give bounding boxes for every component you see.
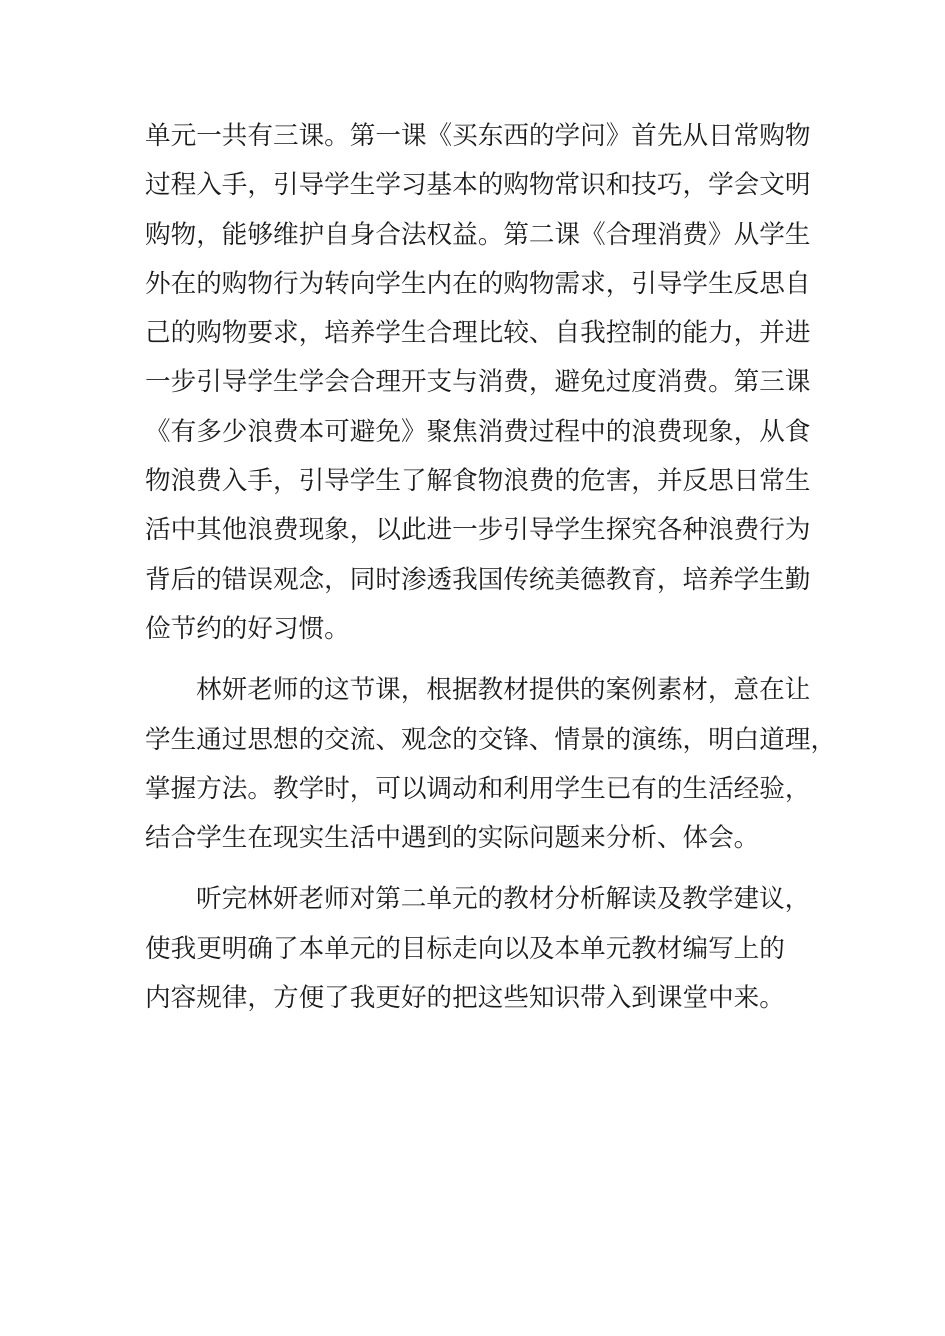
paragraph-spacer — [145, 863, 815, 875]
text-line: 《有多少浪费本可避免》聚焦消费过程中的浪费现象，从食 — [145, 416, 811, 447]
text-line: 购物，能够维护自身合法权益。第二课《合理消费》从学生 — [145, 219, 811, 250]
paragraph-reflection — [145, 875, 815, 1023]
text-line: 林妍老师的这节课，根据教材提供的案例素材，意在让 — [196, 675, 811, 706]
document-body — [145, 112, 837, 1023]
paragraph-unit-overview — [145, 112, 815, 654]
text-line: 掌握方法。教学时，可以调动和利用学生已有的生活经验， — [145, 773, 811, 804]
text-line: 结合学生在现实生活中遇到的实际问题来分析、体会。 — [145, 823, 760, 854]
paragraph-lesson-intent — [145, 666, 837, 863]
text-line: 一步引导学生学会合理开支与消费，避免过度消费。第三课 — [145, 367, 811, 398]
text-line: 内容规律，方便了我更好的把这些知识带入到课堂中来。 — [145, 983, 785, 1014]
text-line: 单元一共有三课。第一课《买东西的学问》首先从日常购物 — [145, 121, 811, 151]
text-line: 外在的购物行为转向学生内在的购物需求，引导学生反思自 — [145, 268, 811, 299]
text-line: 物浪费入手，引导学生了解食物浪费的危害，并反思日常生 — [145, 466, 811, 497]
text-line: 己的购物要求，培养学生合理比较、自我控制的能力，并进 — [145, 318, 811, 349]
text-line: 俭节约的好习惯。 — [145, 613, 350, 644]
text-line: 学生通过思想的交流、观念的交锋、情景的演练，明白道理， — [145, 724, 837, 755]
text-line: 背后的错误观念，同时渗透我国传统美德教育，培养学生勤 — [145, 564, 811, 595]
paragraph-spacer — [145, 654, 815, 666]
text-line: 活中其他浪费现象，以此进一步引导学生探究各种浪费行为 — [145, 515, 811, 546]
text-line: 使我更明确了本单元的目标走向以及本单元教材编写上的 — [145, 933, 785, 964]
text-line: 过程入手，引导学生学习基本的购物常识和技巧，学会文明 — [145, 170, 811, 201]
text-line: 听完林妍老师对第二单元的教材分析解读及教学建议， — [196, 884, 811, 915]
